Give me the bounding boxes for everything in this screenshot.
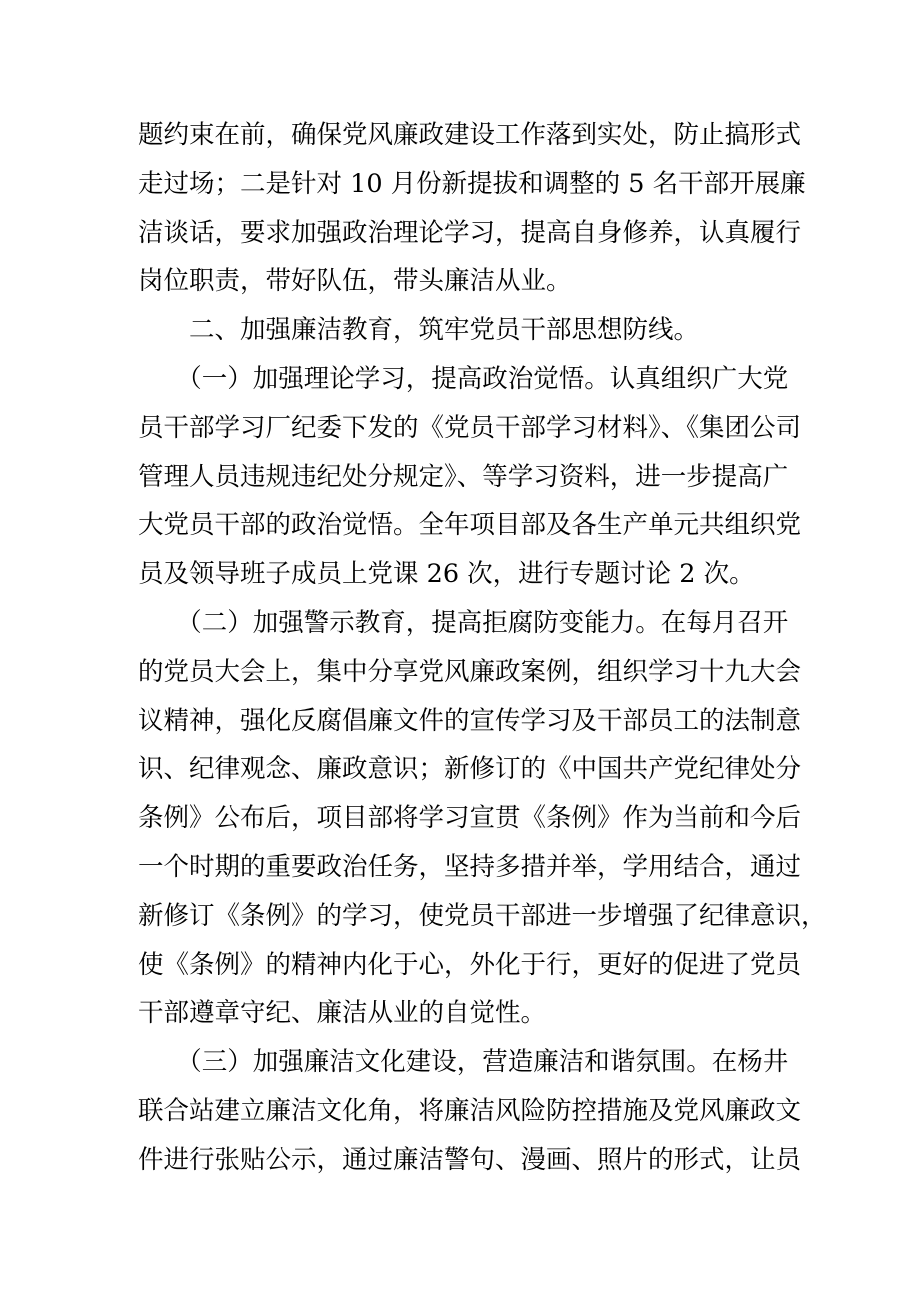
text-line: 一个时期的重要政治任务，坚持多措并举，学用结合，通过 [138, 851, 802, 882]
text-line: 的党员大会上，集中分享党风廉政案例，组织学习十九大会 [138, 656, 802, 687]
text-line: 使《条例》的精神内化于心，外化于行，更好的促进了党员 [138, 949, 802, 980]
text-line: 新修订《条例》的学习，使党员干部进一步增强了纪律意识， [138, 900, 827, 931]
text-line: 洁谈话，要求加强政治理论学习，提高自身修养，认真履行 [138, 217, 802, 248]
section-heading: 二、加强廉洁教育，筑牢党员干部思想防线。 [138, 315, 700, 346]
text-line: 员及领导班子成员上党课 26 次，进行专题讨论 2 次。 [138, 559, 755, 590]
text-line: 管理人员违规违纪处分规定》、等学习资料，进一步提高广 [138, 461, 789, 492]
text-line: （三）加强廉洁文化建设，营造廉洁和谐氛围。在杨井 [138, 1047, 789, 1078]
text-line: 件进行张贴公示，通过廉洁警句、漫画、照片的形式，让员 [138, 1144, 802, 1175]
text-line: 识、纪律观念、廉政意识；新修订的《中国共产党纪律处分 [138, 754, 802, 785]
text-line: 员干部学习厂纪委下发的《党员干部学习材料》、《集团公司 [138, 412, 802, 443]
text-line: 联合站建立廉洁文化角，将廉洁风险防控措施及党风廉政文 [138, 1095, 802, 1126]
text-line: （二）加强警示教育，提高拒腐防变能力。在每月召开 [138, 607, 789, 638]
text-line: 干部遵章守纪、廉洁从业的自觉性。 [138, 998, 547, 1029]
document-body [138, 111, 827, 1185]
text-line: 题约束在前，确保党风廉政建设工作落到实处，防止搞形式 [138, 120, 802, 150]
text-line: （一）加强理论学习，提高政治觉悟。认真组织广大党 [138, 363, 789, 394]
text-line: 议精神，强化反腐倡廉文件的宣传学习及干部员工的法制意 [138, 705, 802, 736]
text-line: 条例》公布后，项目部将学习宣贯《条例》作为当前和今后 [138, 803, 802, 834]
text-line: 大党员干部的政治觉悟。全年项目部及各生产单元共组织党 [138, 510, 802, 541]
text-line: 走过场；二是针对 10 月份新提拔和调整的 5 名干部开展廉 [138, 168, 806, 199]
text-line: 岗位职责，带好队伍，带头廉洁从业。 [138, 266, 572, 297]
